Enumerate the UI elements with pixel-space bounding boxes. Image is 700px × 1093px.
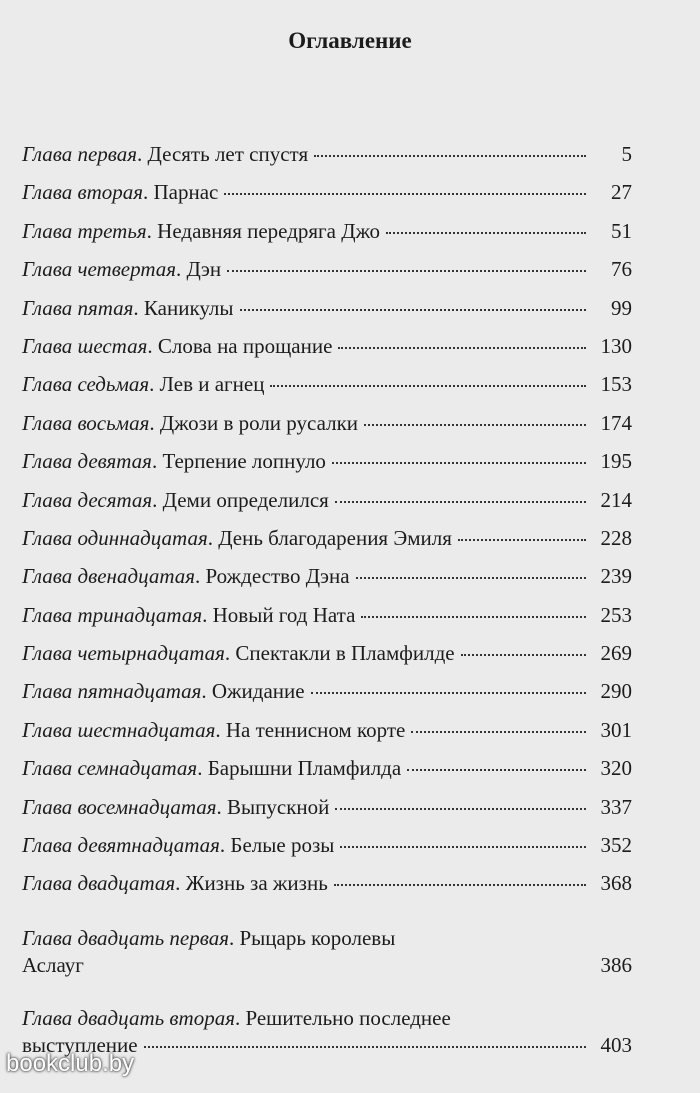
leader-dots bbox=[335, 808, 586, 810]
leader-dots bbox=[458, 539, 586, 541]
chapter-title: Джози в роли русалки bbox=[159, 410, 359, 435]
toc-entry: Глава двенадцатая. Рождество Дэна 239 bbox=[22, 564, 632, 589]
page-number: 214 bbox=[600, 487, 632, 512]
toc-entry: Глава седьмая. Лев и агнец 153 bbox=[22, 372, 632, 397]
toc-entry: Глава двадцать первая. Рыцарь королевы Аслауг 386 bbox=[22, 925, 632, 977]
toc-entry: Глава тринадцатая. Новый год Ната 253 bbox=[22, 602, 632, 627]
chapter-title: Парнас bbox=[153, 180, 219, 205]
chapter-label: Глава девятая bbox=[22, 449, 152, 474]
chapter-label: Глава двадцать первая bbox=[22, 925, 229, 950]
page-number: 337 bbox=[600, 794, 632, 819]
leader-dots bbox=[224, 193, 586, 195]
page-number: 130 bbox=[600, 333, 632, 358]
leader-dots bbox=[270, 385, 586, 387]
toc-entry: Глава первая. Десять лет спустя 5 bbox=[22, 142, 632, 166]
toc-entry: Глава третья. Недавняя передряга Джо 51 bbox=[22, 218, 632, 243]
toc-entry: Глава двадцать вторая. Решительно последнее выступление 403 bbox=[22, 1005, 632, 1057]
toc-entry: Глава девятнадцатая. Белые розы 352 bbox=[22, 833, 632, 858]
chapter-label: Глава вторая bbox=[22, 180, 144, 205]
toc-entry: Глава шестнадцатая. На теннисном корте 301 bbox=[22, 717, 632, 742]
page-number: 153 bbox=[600, 372, 632, 397]
chapter-label: Глава первая bbox=[22, 142, 138, 166]
toc-entry: Глава четвертая. Дэн 76 bbox=[22, 257, 632, 282]
chapter-label: Глава восьмая bbox=[22, 410, 150, 435]
toc-entry: Глава шестая. Слова на прощание 130 bbox=[22, 333, 632, 358]
chapter-label: Глава девятнадцатая bbox=[22, 833, 220, 858]
chapter-title: Решительно последнее bbox=[245, 1005, 451, 1030]
chapter-title: Новый год Ната bbox=[212, 602, 356, 627]
chapter-title: Недавняя передряга Джо bbox=[157, 218, 381, 243]
leader-dots bbox=[311, 692, 586, 694]
page-number: 27 bbox=[611, 180, 632, 205]
chapter-title: Деми определился bbox=[162, 487, 329, 512]
chapter-title: Десять лет спустя bbox=[147, 142, 309, 166]
chapter-title: Слова на прощание bbox=[157, 333, 333, 358]
toc-entry: Глава десятая. Деми определился 214 bbox=[22, 487, 632, 512]
chapter-label: Глава четырнадцатая bbox=[22, 641, 225, 666]
chapter-title: Рождество Дэна bbox=[205, 564, 350, 589]
page-title: Оглавление bbox=[288, 28, 412, 53]
chapter-label: Глава семнадцатая bbox=[22, 756, 198, 781]
chapter-title: Белые розы bbox=[230, 833, 335, 858]
leader-dots bbox=[386, 232, 586, 234]
chapter-label: Глава шестнадцатая bbox=[22, 717, 216, 742]
leader-dots bbox=[364, 424, 586, 426]
leader-dots bbox=[144, 1046, 586, 1048]
chapter-label: Глава седьмая bbox=[22, 372, 150, 397]
toc-entry: Глава четырнадцатая. Спектакли в Пламфилде 269 bbox=[22, 641, 632, 666]
page-number: 320 bbox=[600, 756, 632, 781]
toc-entry: Глава девятая. Терпение лопнуло 195 bbox=[22, 449, 632, 474]
leader-dots bbox=[332, 462, 586, 464]
chapter-label: Глава десятая bbox=[22, 487, 153, 512]
chapter-label: Глава пятнадцатая bbox=[22, 679, 202, 704]
page-number: 269 bbox=[600, 641, 632, 666]
page-number: 99 bbox=[611, 295, 632, 320]
toc-entry: Глава семнадцатая. Барышни Пламфилда 320 bbox=[22, 756, 632, 781]
chapter-label: Глава четвертая bbox=[22, 257, 177, 282]
page-number: 239 bbox=[600, 564, 632, 589]
leader-dots bbox=[461, 654, 586, 656]
page-number: 352 bbox=[600, 833, 632, 858]
chapter-label: Глава двадцать вторая bbox=[22, 1005, 235, 1030]
chapter-label: Глава пятая bbox=[22, 295, 134, 320]
chapter-title: Лев и агнец bbox=[159, 372, 265, 397]
page-number: 290 bbox=[600, 679, 632, 704]
watermark-logo: bookclub.by bbox=[6, 1050, 135, 1077]
page-number: 301 bbox=[600, 717, 632, 742]
chapter-label: Глава восемнадцатая bbox=[22, 794, 217, 819]
leader-dots bbox=[411, 731, 586, 733]
chapter-title-continued: Аслауг bbox=[22, 952, 84, 977]
table-of-contents bbox=[22, 144, 632, 1056]
leader-dots bbox=[361, 616, 586, 618]
chapter-title: Ожидание bbox=[211, 679, 305, 704]
leader-dots bbox=[407, 769, 586, 771]
page-number: 5 bbox=[621, 142, 632, 166]
chapter-title: День благодарения Эмиля bbox=[218, 525, 452, 550]
toc-entry: Глава двадцатая. Жизнь за жизнь 368 bbox=[22, 871, 632, 896]
toc-entry: Глава одиннадцатая. День благодарения Эмиля 228 bbox=[22, 525, 632, 550]
page-number: 253 bbox=[600, 602, 632, 627]
chapter-label: Глава двенадцатая bbox=[22, 564, 196, 589]
leader-dots bbox=[335, 501, 586, 503]
toc-entry: Глава пятнадцатая. Ожидание 290 bbox=[22, 679, 632, 704]
toc-entry: Глава восьмая. Джози в роли русалки 174 bbox=[22, 410, 632, 435]
chapter-label: Глава шестая bbox=[22, 333, 148, 358]
chapter-title: На теннисном корте bbox=[225, 717, 406, 742]
leader-dots bbox=[334, 884, 586, 886]
chapter-label: Глава одиннадцатая bbox=[22, 525, 208, 550]
chapter-title: Выпускной bbox=[227, 794, 330, 819]
leader-dots bbox=[314, 155, 586, 157]
chapter-title: Дэн bbox=[186, 257, 222, 282]
page-number: 228 bbox=[600, 525, 632, 550]
page-number: 403 bbox=[600, 1032, 632, 1057]
page-number: 51 bbox=[611, 218, 632, 243]
leader-dots bbox=[227, 270, 586, 272]
chapter-label: Глава тринадцатая bbox=[22, 602, 203, 627]
page-number: 368 bbox=[600, 871, 632, 896]
page-number: 76 bbox=[611, 257, 632, 282]
chapter-title: Терпение лопнуло bbox=[162, 449, 326, 474]
toc-entry: Глава восемнадцатая. Выпускной 337 bbox=[22, 794, 632, 819]
leader-dots bbox=[338, 347, 586, 349]
page-number: 195 bbox=[600, 449, 632, 474]
toc-entry: Глава пятая. Каникулы 99 bbox=[22, 295, 632, 320]
leader-dots bbox=[240, 309, 586, 311]
chapter-title: Каникулы bbox=[143, 295, 234, 320]
page-number: 386 bbox=[600, 952, 632, 977]
chapter-title: Рыцарь королевы bbox=[239, 925, 396, 950]
chapter-label: Глава третья bbox=[22, 218, 147, 243]
chapter-title: Спектакли в Пламфилде bbox=[235, 641, 455, 666]
chapter-title: Жизнь за жизнь bbox=[185, 871, 328, 896]
chapter-title: Барышни Пламфилда bbox=[207, 756, 402, 781]
leader-dots bbox=[340, 846, 586, 848]
leader-dots bbox=[356, 577, 586, 579]
chapter-label: Глава двадцатая bbox=[22, 871, 176, 896]
chapter-title-continued: выступление bbox=[22, 1032, 138, 1057]
page-number: 174 bbox=[600, 410, 632, 435]
toc-entry: Глава вторая. Парнас 27 bbox=[22, 180, 632, 205]
